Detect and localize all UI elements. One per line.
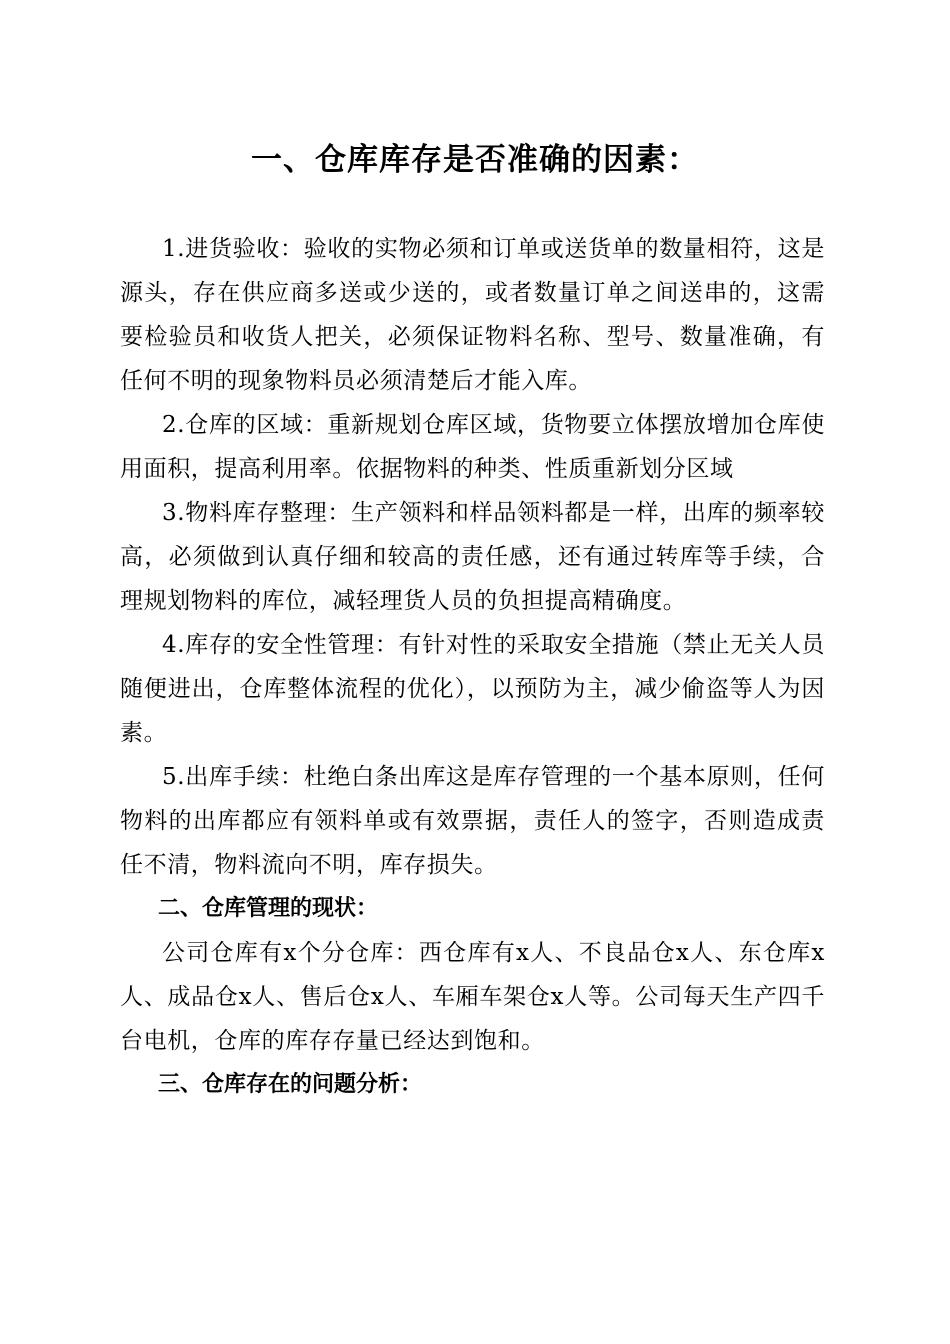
paragraph-stock-arrangement: 3.物料库存整理：生产领料和样品领料都是一样，出库的频率较高，必须做到认真仔细和较高的责任感，还有通过转库等手续，合理规划物料的库位，减轻理货人员的负担提高精确度。: [120, 500, 825, 614]
paragraph-outbound-procedure: 5.出库手续：杜绝白条出库这是库存管理的一个基本原则，任何物料的出库都应有领料单或有效票据，责任人的签字，否则造成责任不清，物料流向不明，库存损失。: [120, 764, 825, 878]
document-title: 一、仓库库存是否准确的因素：: [251, 142, 699, 178]
paragraph-stock-security: 4.库存的安全性管理：有针对性的采取安全措施（禁止无关人员随便进出，仓库整体流程的优化），以预防为主，减少偷盗等人为因素。: [120, 632, 825, 746]
document-body: [120, 227, 825, 1107]
paragraph-current-status: 公司仓库有x个分仓库：西仓库有x人、不良品仓x人、东仓库x人、成品仓x人、售后仓x人、车厢车架仓x人等。公司每天生产四千台电机，仓库的库存存量已经达到饱和。: [120, 940, 825, 1054]
section-heading-current-status: 二、仓库管理的现状：: [158, 896, 379, 921]
section-heading-problem-analysis: 三、仓库存在的问题分析：: [158, 1072, 423, 1097]
paragraph-incoming-inspection: 1.进货验收：验收的实物必须和订单或送货单的数量相符，这是源头，存在供应商多送或少送的，或者数量订单之间送串的，这需要检验员和收货人把关，必须保证物料名称、型号、数量准确，有任何不明的现象物料员必须清楚后才能入库。: [120, 236, 825, 394]
paragraph-warehouse-area: 2.仓库的区域：重新规划仓库区域，货物要立体摆放增加仓库使用面积，提高利用率。依据物料的种类、性质重新划分区域: [120, 412, 825, 482]
